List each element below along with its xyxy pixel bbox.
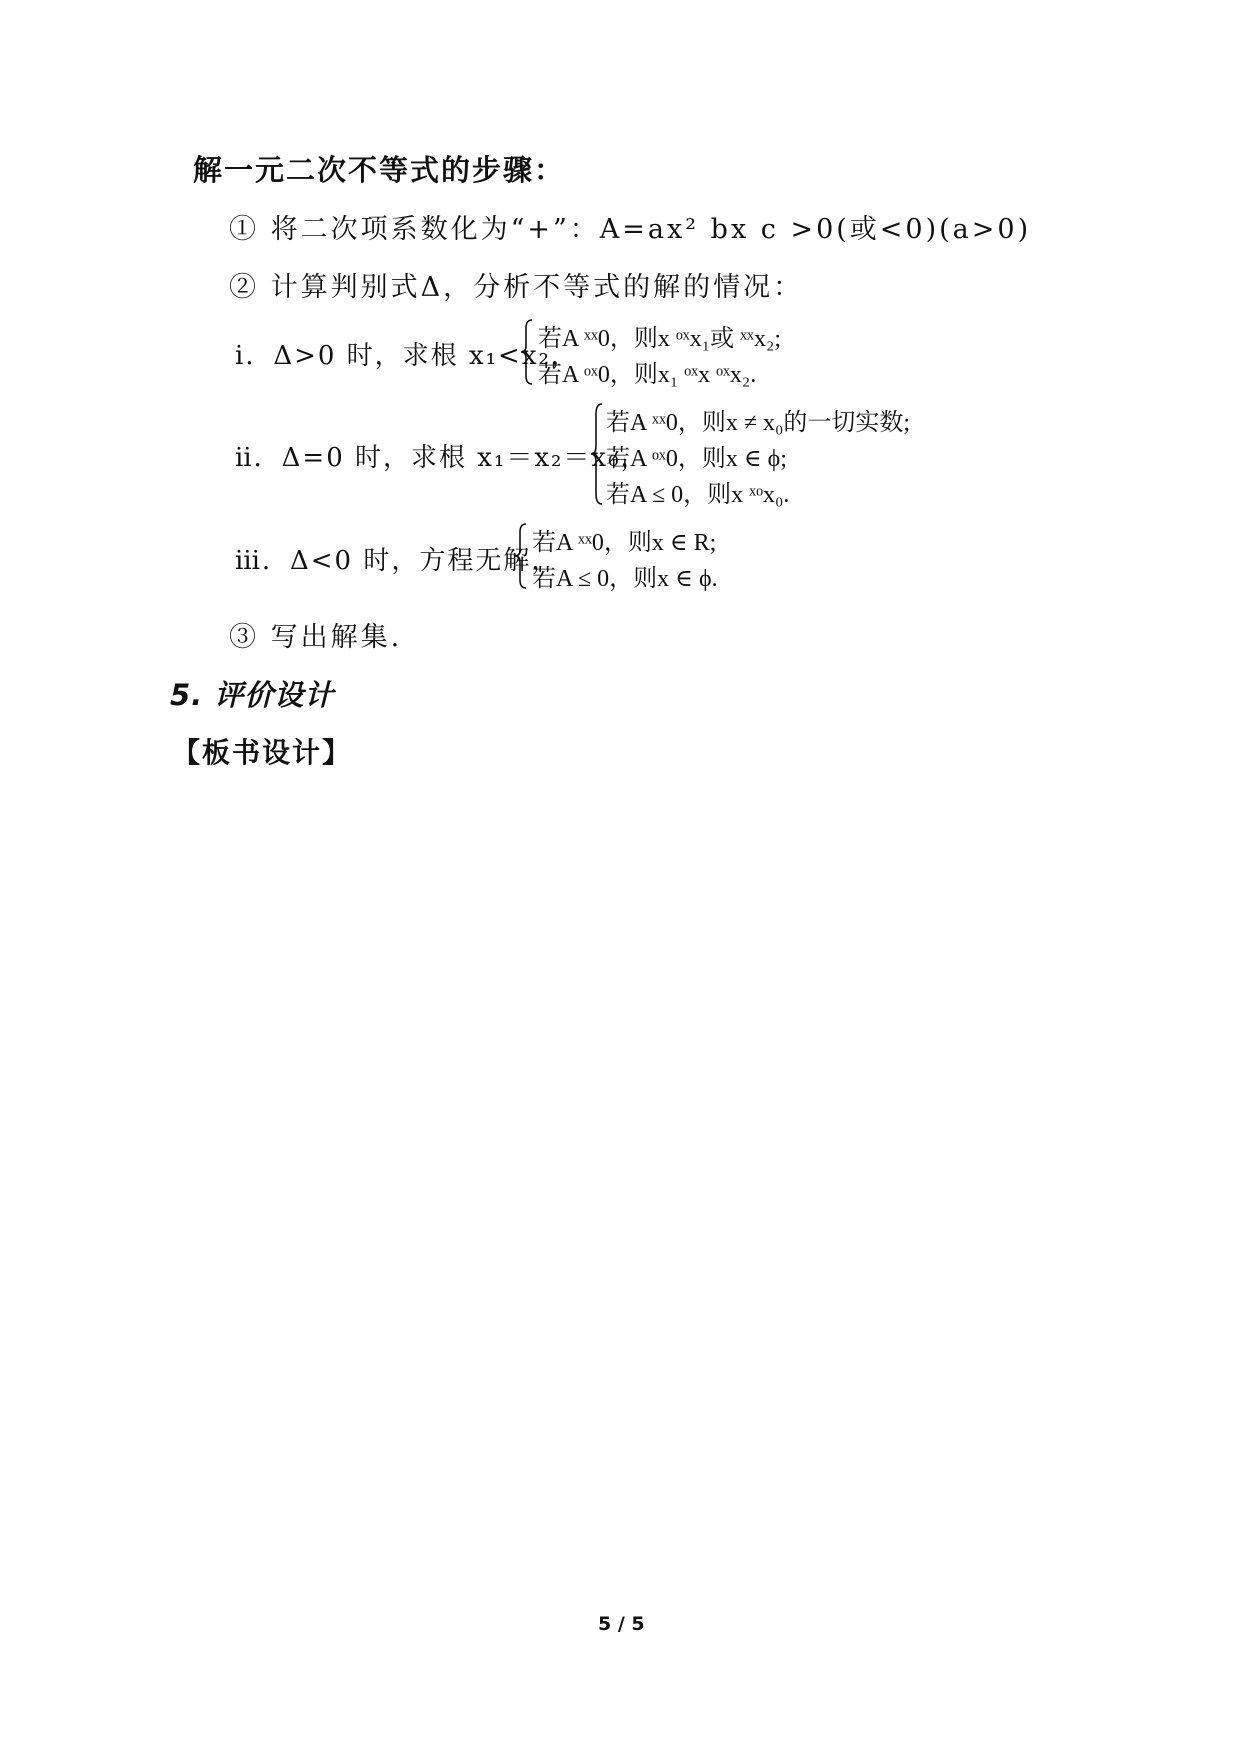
case-3-line-2: 若A ≤ 0，则x ∈ ϕ. (532, 566, 718, 592)
case-2-line-3: 若A ≤ 0，则x ˣᵒx₀. (606, 482, 790, 508)
case-1-line-2: 若A ᵒˣ0，则x₁ ᵒˣx ᵒˣx₂. (538, 362, 757, 388)
case-3-conditions (514, 522, 734, 592)
case-2-line-1: 若A ˣˣ0，则x ≠ x₀的一切实数; (606, 410, 911, 436)
step-3: ③ 写出解集. (229, 622, 403, 653)
section-heading: 解一元二次不等式的步骤： (193, 153, 566, 187)
step-2: ② 计算判别式Δ，分析不等式的解的情况： (229, 272, 804, 303)
board-design-title: 【板书设计】 (172, 736, 353, 769)
case-3-line-1: 若A ˣˣ0，则x ∈ R; (532, 530, 717, 556)
left-brace-icon (514, 522, 528, 590)
case-2-label: ⅱ．Δ=0 时，求根 x₁＝x₂＝x₀， (235, 443, 649, 473)
case-2-line-2: 若A ᵒˣ0，则x ∈ ϕ; (606, 446, 787, 472)
case-3-label: ⅲ．Δ<0 时，方程无解， (235, 546, 560, 576)
page-number: 5 / 5 (598, 1613, 645, 1635)
case-1-label: ⅰ．Δ>0 时，求根 x₁<x₂， (235, 341, 579, 371)
left-brace-icon (590, 402, 604, 506)
evaluation-title: 5. 评价设计 (170, 678, 335, 712)
case-1-line-1: 若A ˣˣ0，则x ᵒˣx₁或 ˣˣx₂; (538, 326, 782, 352)
case-1-conditions (520, 318, 820, 388)
step-1: ① 将二次项系数化为“+”：A=ax² bx c >0(或<0)(a>0) (229, 214, 1032, 245)
left-brace-icon (520, 318, 534, 386)
case-2-conditions (590, 402, 910, 508)
